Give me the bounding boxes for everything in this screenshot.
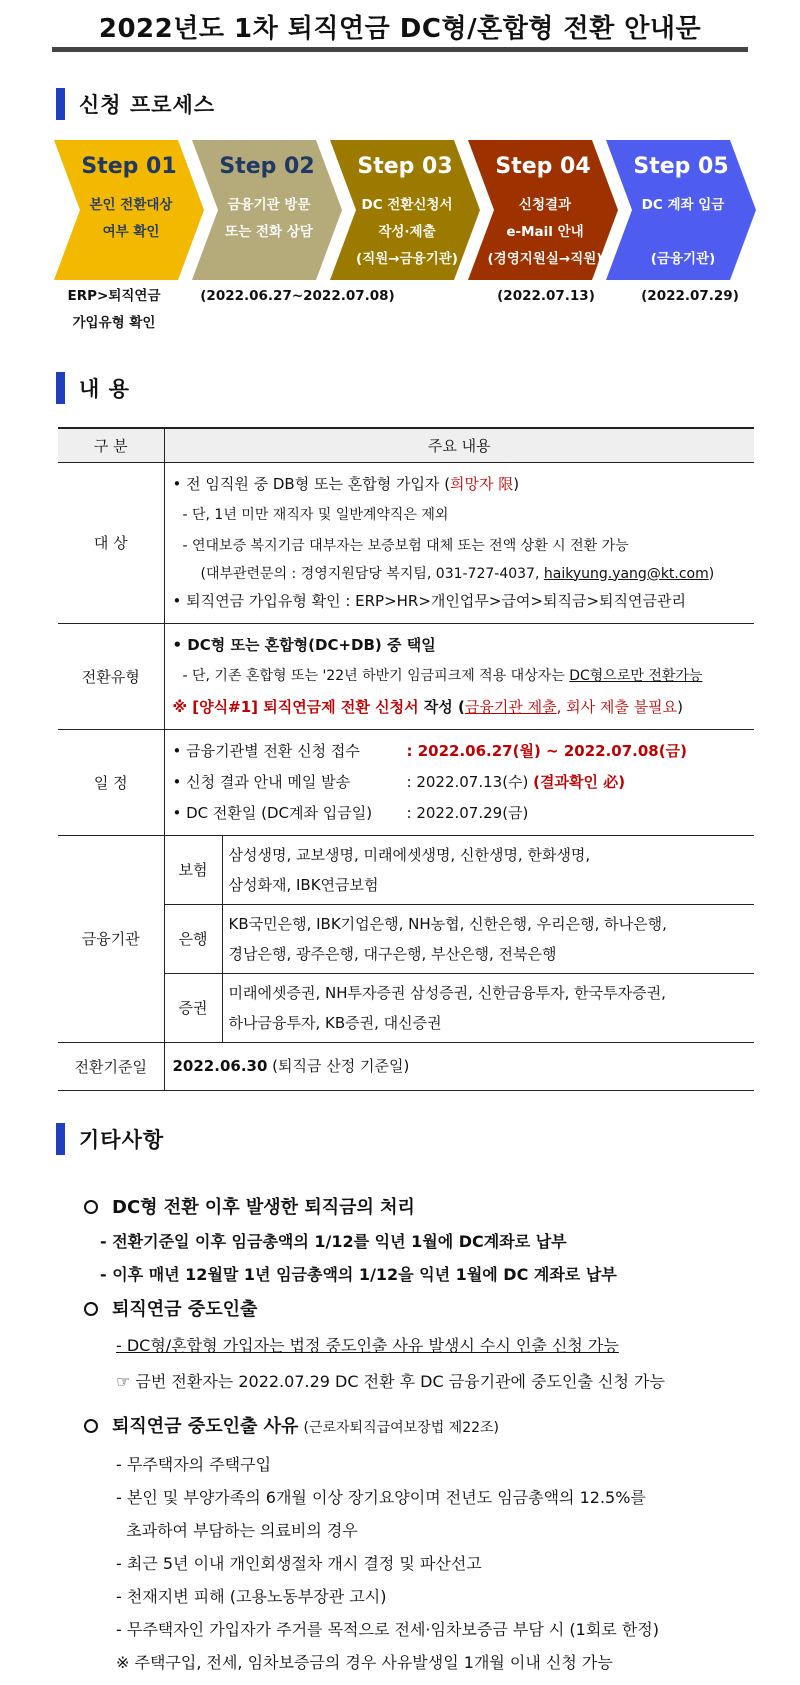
institution-list: 삼성생명, 교보생명, 미래에셋생명, 신한생명, 한화생명, 삼성화재, IBK연금보험 (222, 835, 754, 904)
other-item: ※ 주택구입, 전세, 임차보증금의 경우 사유발생일 1개월 이내 신청 가능 (116, 1653, 613, 1672)
institution-category: 은행 (164, 904, 222, 973)
circle-bullet-icon (84, 1419, 98, 1433)
step-5-sub: (2022.07.29) (641, 288, 739, 304)
other-item: - 이후 매년 12월말 1년 임금총액의 1/12을 익년 1월에 DC 계좌로 납부 (100, 1265, 617, 1284)
step-title: Step 02 (219, 154, 315, 179)
other-item: - 전환기준일 이후 임금총액의 1/12를 익년 1월에 DC계좌로 납부 (100, 1232, 567, 1251)
step-title: Step 01 (81, 154, 177, 179)
step-description: 신청결과 e-Mail 안내 (경영지원실→직원) (487, 197, 603, 267)
other-item: 초과하여 부담하는 의료비의 경우 (116, 1521, 358, 1540)
step-2 (192, 140, 342, 280)
title-underline (52, 47, 748, 52)
step-5 (606, 140, 756, 280)
institution-list: KB국민은행, IBK기업은행, NH농협, 신한은행, 우리은행, 하나은행, 경남은행, 광주은행, 대구은행, 부산은행, 전북은행 (222, 904, 754, 973)
step-title: Step 05 (633, 154, 729, 179)
header-category: 구 분 (58, 428, 164, 462)
other-heading-1: DC형 전환 이후 발생한 퇴직금의 처리 (84, 1193, 415, 1219)
row-label: 대 상 (58, 462, 164, 623)
row-content: • DC형 또는 혼합형(DC+DB) 중 택일 - 단, 기존 혼합형 또는 '22년 하반기 임금피크제 적용 대상자는 DC형으로만 전환가능 ※ [양식#1] 퇴직연금제 전환 신청서 작성 (금융기관 제출, 회사 제출 불필요) (164, 623, 754, 729)
table-header-row (58, 428, 754, 462)
institution-category: 증권 (164, 973, 222, 1042)
step-description: 본인 전환대상 여부 확인 (89, 197, 173, 240)
other-heading-3: 퇴직연금 중도인출 사유 (근로자퇴직급여보장법 제22조) (84, 1412, 499, 1438)
circle-bullet-icon (84, 1302, 98, 1316)
header-content: 주요 내용 (164, 428, 754, 462)
section-other-header (56, 1123, 164, 1155)
row-label: 일 정 (58, 729, 164, 835)
row-content: 2022.06.30 (퇴직금 산정 기준일) (164, 1042, 754, 1090)
step-1-sub: ERP>퇴직연금 가입유형 확인 (67, 288, 161, 331)
other-item: - 무주택자의 주택구입 (116, 1455, 272, 1474)
other-item: ☞ 금번 전환자는 2022.07.29 DC 전환 후 DC 금융기관에 중도인출 신청 가능 (116, 1372, 665, 1391)
section-process-title: 신청 프로세스 (79, 93, 216, 117)
section-marker (56, 88, 65, 120)
row-content: • 전 임직원 중 DB형 또는 혼합형 가입자 (희망자 限) - 단, 1년 미만 재직자 및 일반계약직은 제외 - 연대보증 복지기금 대부자는 보증보험 대체 또는 전액 상환 시 전환 가능 (대부관련문의 : 경영지원담당 복지팀, 031-727-4037, haikyung.yang@kt.com) • 퇴직연금 가입유형 확인 : ERP>HR>개인업무>급여>퇴직금>퇴직연금관리 (164, 462, 754, 623)
info-table (58, 427, 754, 1091)
email-link[interactable]: haikyung.yang@kt.com (543, 565, 709, 582)
institution-list: 미래에셋증권, NH투자증권 삼성증권, 신한금융투자, 한국투자증권, 하나금융투자, KB증권, 대신증권 (222, 973, 754, 1042)
row-content: • 금융기관별 전환 신청 접수 : 2022.06.27(월) ~ 2022.07.08(금) • 신청 결과 안내 메일 발송 : 2022.07.13(수) (결과확인 必) • DC 전환일 (DC계좌 입금일) : 2022.07.29(금) (164, 729, 754, 835)
section-contents-title: 내 용 (79, 377, 130, 401)
step-3 (330, 140, 480, 280)
page-title: 2022년도 1차 퇴직연금 DC형/혼합형 전환 안내문 (98, 14, 702, 44)
section-marker (56, 372, 65, 404)
step-title: Step 03 (357, 154, 453, 179)
table-row-schedule (58, 729, 754, 835)
step-description: 금융기관 방문 또는 전화 상담 (225, 197, 313, 240)
section-marker (56, 1123, 65, 1155)
row-label: 금융기관 (58, 835, 164, 1042)
step-1 (54, 140, 204, 280)
other-item: - 무주택자인 가입자가 주거를 목적으로 전세·임차보증금 부담 시 (1회로 한정) (116, 1620, 659, 1639)
row-label: 전환유형 (58, 623, 164, 729)
other-heading-2: 퇴직연금 중도인출 (84, 1295, 257, 1321)
step-2-sub: (2022.06.27~2022.07.08) (200, 288, 395, 304)
other-item: - DC형/혼합형 가입자는 법정 중도인출 사유 발생시 수시 인출 신청 가능 (116, 1336, 619, 1355)
table-row-target (58, 462, 754, 623)
step-description: DC 계좌 입금 (금융기관) (641, 197, 725, 267)
table-row-insurance (58, 835, 754, 904)
step-4 (468, 140, 618, 280)
other-item: - 최근 5년 이내 개인회생절차 개시 결정 및 파산선고 (116, 1554, 482, 1573)
institution-category: 보험 (164, 835, 222, 904)
other-item: - 본인 및 부양가족의 6개월 이상 장기요양이며 전년도 임금총액의 12.5%를 (116, 1488, 646, 1507)
circle-bullet-icon (84, 1200, 98, 1214)
section-process-header (56, 88, 215, 120)
table-row-basis (58, 1042, 754, 1090)
table-row-type (58, 623, 754, 729)
row-label: 전환기준일 (58, 1042, 164, 1090)
section-contents-header (56, 372, 130, 404)
step-title: Step 04 (495, 154, 591, 179)
step-4-sub: (2022.07.13) (497, 288, 595, 304)
process-steps (54, 140, 764, 280)
other-item: - 천재지변 피해 (고용노동부장관 고시) (116, 1587, 387, 1606)
step-description: DC 전환신청서 작성·제출 (직원→금융기관) (356, 197, 458, 267)
section-other-title: 기타사항 (79, 1128, 165, 1152)
